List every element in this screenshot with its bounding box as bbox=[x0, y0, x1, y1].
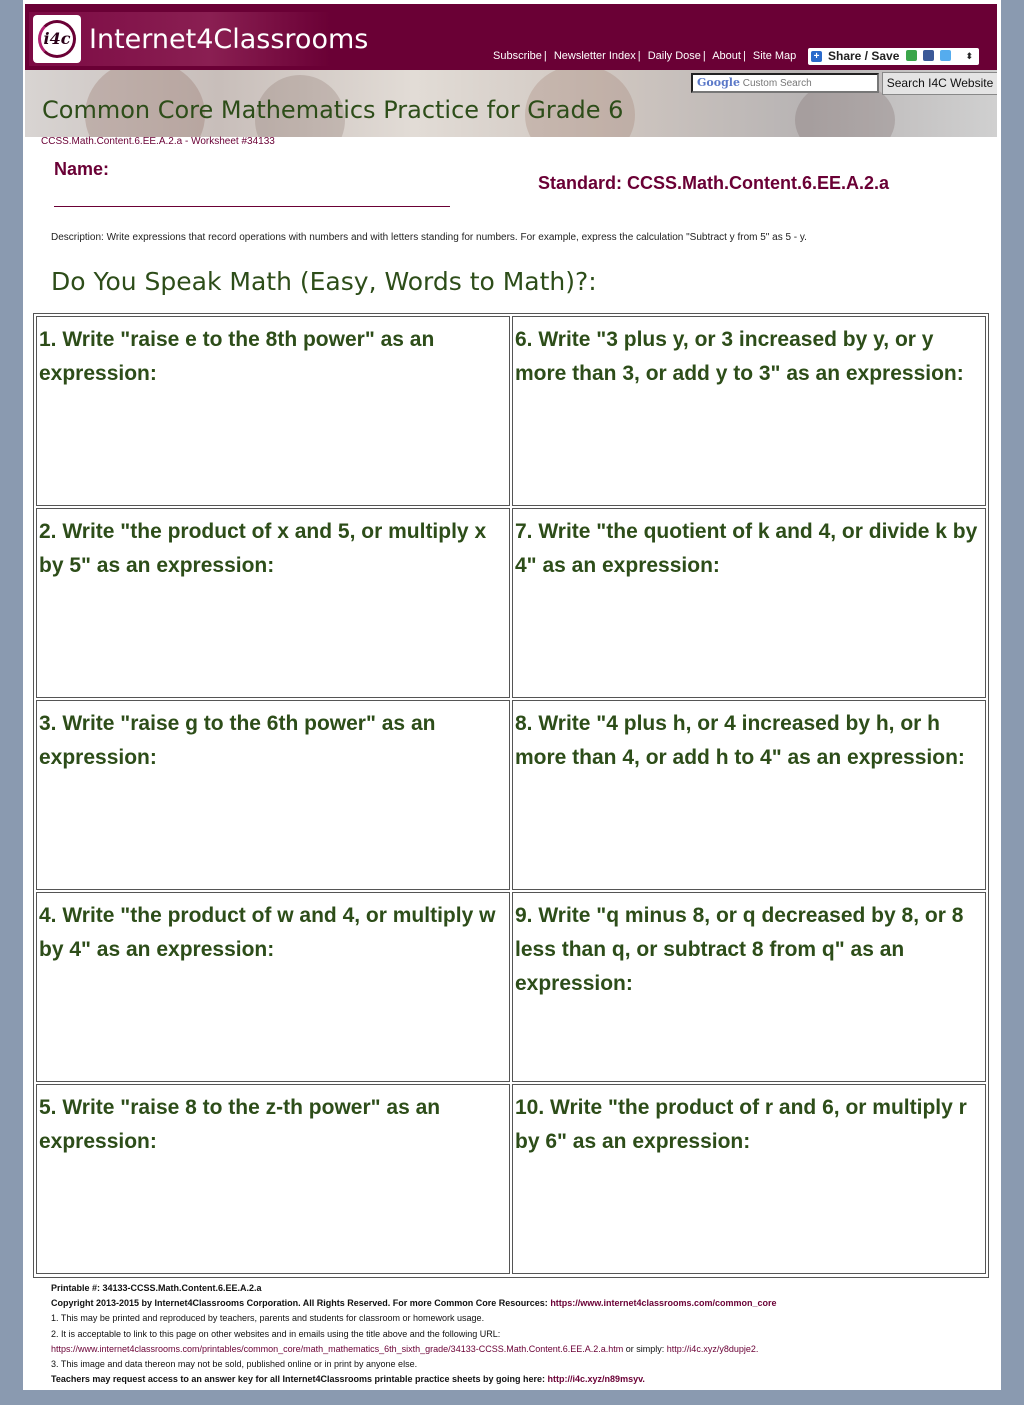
answer-key-note: Teachers may request access to an answer key for all Internet4Classrooms printable practice sheets by going here: http://i4c.xyz/n89msyv. bbox=[51, 1374, 645, 1385]
question-text: 5. Write "raise 8 to the z-th power" as an expression: bbox=[39, 1096, 441, 1153]
question-text: 6. Write "3 plus y, or 3 increased by y, or y more than 3, or add y to 3" as an expression: bbox=[515, 328, 964, 385]
google-logo: Google bbox=[697, 76, 740, 89]
site-header bbox=[25, 4, 997, 70]
banner bbox=[25, 70, 997, 137]
question-text: 3. Write "raise g to the 6th power" as an expression: bbox=[39, 712, 436, 769]
logo-badge-icon: i4c bbox=[33, 15, 81, 63]
twitter-icon bbox=[940, 50, 951, 61]
question-cell bbox=[36, 1084, 510, 1274]
worksheet-short-link[interactable]: http://i4c.xyz/y8dupje2. bbox=[666, 1343, 759, 1354]
page-title: Common Core Mathematics Practice for Grade 6 bbox=[42, 96, 624, 124]
share-label: Share / Save bbox=[828, 49, 900, 63]
search-input[interactable] bbox=[691, 73, 879, 93]
copyright: Copyright 2013-2015 by Internet4Classrooms Corporation. All Rights Reserved. For more Common Core Resources: https://www.internet4classrooms.com/common_core bbox=[51, 1298, 777, 1309]
top-nav: Subscribe | Newsletter Index | Daily Dose | About | Site Map bbox=[493, 50, 797, 62]
worksheet-long-link[interactable]: https://www.internet4classrooms.com/printables/common_core/math_mathematics_6th_sixth_grade/34133-CCSS.Math.Content.6.EE.A.2.a.htm bbox=[51, 1343, 624, 1354]
question-cell bbox=[36, 892, 510, 1082]
question-text: 7. Write "the quotient of k and 4, or divide k by 4" as an expression: bbox=[515, 520, 978, 577]
share-dropdown-icon: ⬍ bbox=[965, 51, 973, 61]
question-cell bbox=[36, 508, 510, 698]
question-text: 1. Write "raise e to the 8th power" as an expression: bbox=[39, 328, 435, 385]
logo-text: Internet4Classrooms bbox=[89, 24, 369, 55]
question-cell bbox=[36, 316, 510, 506]
page bbox=[23, 0, 1001, 1390]
answer-key-link[interactable]: http://i4c.xyz/n89msyv. bbox=[547, 1374, 645, 1385]
question-cell bbox=[512, 316, 986, 506]
printable-number: Printable #: 34133-CCSS.Math.Content.6.EE.A.2.a bbox=[51, 1283, 262, 1293]
share-email-icon bbox=[906, 50, 917, 61]
question-text: 4. Write "the product of w and 4, or multiply w by 4" as an expression: bbox=[39, 904, 496, 961]
name-line bbox=[54, 206, 450, 207]
footer-note-3: 3. This image and data thereon may not be sold, published online or in print by anyone else. bbox=[51, 1359, 418, 1370]
section-title: Do You Speak Math (Easy, Words to Math)?: bbox=[51, 267, 597, 296]
question-text: 9. Write "q minus 8, or q decreased by 8, or 8 less than q, or subtract 8 from q" as an expression: bbox=[515, 904, 964, 995]
facebook-icon bbox=[923, 50, 934, 61]
share-save-button[interactable] bbox=[808, 48, 979, 65]
standard-label: Standard: CCSS.Math.Content.6.EE.A.2.a bbox=[538, 173, 890, 193]
description: Description: Write expressions that record operations with numbers and with letters standing for numbers. For example, express the calculation "Subtract y from 5" as 5 - y. bbox=[51, 232, 807, 243]
question-cell bbox=[512, 1084, 986, 1274]
question-cell bbox=[512, 508, 986, 698]
footer-note-2: 2. It is acceptable to link to this page on other websites and in emails using the title above and the following URL: bbox=[51, 1328, 501, 1339]
share-plus-icon: + bbox=[811, 51, 822, 62]
nav-newsletter-index[interactable]: Newsletter Index bbox=[553, 50, 636, 62]
questions-grid bbox=[33, 313, 989, 1278]
search-placeholder: Custom Search bbox=[742, 78, 812, 89]
question-text: 2. Write "the product of x and 5, or multiply x by 5" as an expression: bbox=[39, 520, 487, 577]
nav-subscribe[interactable]: Subscribe bbox=[493, 50, 542, 62]
question-text: 8. Write "4 plus h, or 4 increased by h, or h more than 4, or add h to 4" as an expression: bbox=[515, 712, 965, 769]
question-text: 10. Write "the product of r and 6, or multiply r by 6" as an expression: bbox=[515, 1096, 967, 1153]
footer bbox=[51, 1281, 991, 1387]
question-cell bbox=[36, 700, 510, 890]
worksheet-id: CCSS.Math.Content.6.EE.A.2.a - Worksheet #34133 bbox=[41, 136, 275, 147]
question-cell bbox=[512, 892, 986, 1082]
nav-daily-dose[interactable]: Daily Dose bbox=[647, 50, 701, 62]
nav-about[interactable]: About bbox=[712, 50, 741, 62]
footer-urls: https://www.internet4classrooms.com/printables/common_core/math_mathematics_6th_sixth_grade/34133-CCSS.Math.Content.6.EE.A.2.a.htm or simply: http://i4c.xyz/y8dupje2. bbox=[51, 1343, 759, 1354]
site-logo[interactable] bbox=[29, 12, 369, 66]
search-button[interactable]: Search I4C Website bbox=[882, 72, 997, 95]
question-cell bbox=[512, 700, 986, 890]
common-core-link[interactable]: https://www.internet4classrooms.com/common_core bbox=[550, 1298, 777, 1309]
nav-site-map[interactable]: Site Map bbox=[752, 50, 797, 62]
footer-note-1: 1. This may be printed and reproduced by teachers, parents and students for classroom or homework usage. bbox=[51, 1313, 485, 1324]
name-label: Name: bbox=[54, 159, 110, 179]
